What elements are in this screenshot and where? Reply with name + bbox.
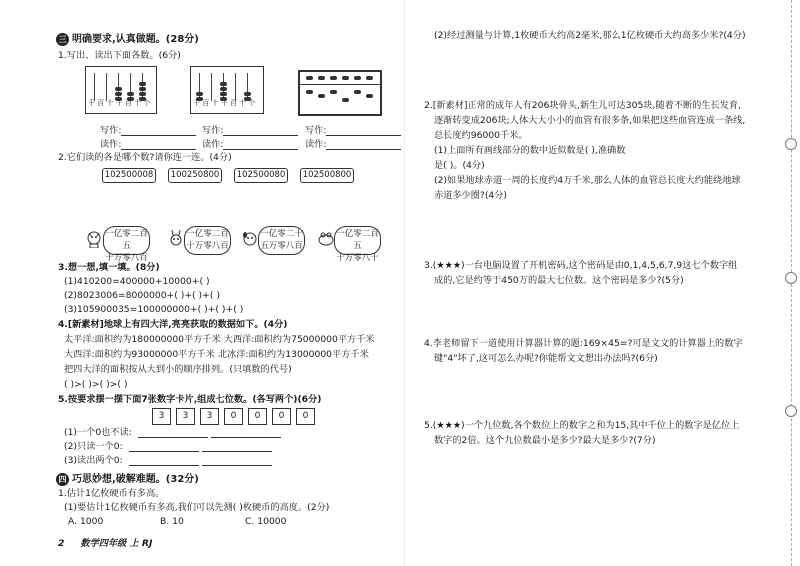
abacus-2-labels: 千 百 十 千 百 十 个 xyxy=(193,99,256,107)
rabbit-icon xyxy=(168,230,184,248)
reading-bubble[interactable]: 一亿零二百五 十万零八十 xyxy=(334,226,381,255)
right-q5-line: 5.(★★★)一个九位数,各个数位上的数字之和为15,其中千位上的数字是亿位上 xyxy=(424,420,740,431)
write-row-2: 写作: xyxy=(202,125,298,136)
abacus-3 xyxy=(298,70,382,116)
digit-card[interactable]: 0 xyxy=(296,408,315,425)
q5-line: (1)一个0也不读: xyxy=(64,427,281,438)
reading-bubble[interactable]: 一亿零二百 十万零八百 xyxy=(184,226,231,255)
number-box[interactable]: 102500800 xyxy=(300,168,354,183)
option-b[interactable]: B. 10 xyxy=(160,516,184,527)
digit-card[interactable]: 0 xyxy=(248,408,267,425)
read-row-1: 读作: xyxy=(100,139,196,150)
question-1: 1.写出、读出下面各数。(6分) xyxy=(58,50,181,61)
q4-line: 大西洋:面积约为93000000平方千米 北冰洋:面积约为13000000平方千米 xyxy=(64,349,369,360)
q4-line: 太平洋:面积约为180000000平方千米 大西洋:面积约为75000000平方千米 xyxy=(64,334,375,345)
right-q2-line: 赤道多少圈?(4分) xyxy=(434,190,508,201)
q4-line: ( )>( )>( )>( ) xyxy=(64,379,128,390)
write-row-1: 写作: xyxy=(100,125,196,136)
binding-hole-icon xyxy=(785,405,797,417)
q5-line: (2)只读一个0: xyxy=(64,441,272,452)
section-3-title: 明确要求,认真做题。(28分) xyxy=(72,34,199,45)
right-q2-line: (1)上面所有画线部分的数中近似数是( ),准确数 xyxy=(434,145,626,156)
question-3: 3.想一想,填一填。(8分) xyxy=(58,262,160,273)
number-box[interactable]: 102500080 xyxy=(234,168,288,183)
page-gutter xyxy=(404,0,405,566)
q3-line: (3)105900035=100000000+( )+( )+( ) xyxy=(64,304,244,315)
section-3-heading xyxy=(56,30,199,46)
page-footer: 2 数学四年级 上 RJ xyxy=(58,538,153,549)
option-a[interactable]: A. 1000 xyxy=(68,516,104,527)
binding-hole-icon xyxy=(785,272,797,284)
section-4-title: 巧思妙想,破解难题。(32分) xyxy=(72,474,199,485)
right-q4-line: 4.李老师留下一道使用计算器计算的题:169×45=?可是文文的计算器上的数字 xyxy=(424,338,743,349)
option-c[interactable]: C. 10000 xyxy=(245,516,287,527)
read-row-3: 读作: xyxy=(305,139,401,150)
section-4-badge: 四 xyxy=(56,473,69,486)
question-5: 5.按要求摆一摆下面7张数字卡片,组成七位数。(各写两个)(6分) xyxy=(58,394,322,405)
q3-line: (2)8023006=8000000+( )+( )+( ) xyxy=(64,290,220,301)
right-q4-line: 键"4"坏了,这可怎么办呢?你能帮文文想出办法吗?(6分) xyxy=(434,353,658,364)
right-q2-line: 总长度约96000千米。 xyxy=(434,130,528,141)
number-box[interactable]: 102500008 xyxy=(102,168,156,183)
section-3-badge: 三 xyxy=(56,33,69,46)
right-q3-line: 3.(★★★)一台电脑设置了开机密码,这个密码是由0,1,4,5,6,7,9这七个数字组 xyxy=(424,260,738,271)
question-4: 4.[新素材]地球上有四大洋,亮亮获取的数据如下。(4分) xyxy=(58,319,288,330)
section-4-heading xyxy=(56,470,199,486)
question-6: 1.估计1亿枚硬币有多高。 xyxy=(58,488,165,499)
right-q2-line: 逐渐转变成206块;人体大大小小的血管有很多条,如果把这些血管连成一条线, xyxy=(434,115,746,126)
q6-sub: (1)要估计1亿枚硬币有多高,我们可以先测( )枚硬币的高度。(2分) xyxy=(64,502,330,513)
reading-bubble[interactable]: 一亿零二十 五万零八百 xyxy=(258,226,305,255)
q4-line: 把四大洋的面积按从大到小的顺序排列。(只填数的代号) xyxy=(64,364,292,375)
right-q1-part2: (2)经过测量与计算,1枚硬币大约高2毫米,那么1亿枚硬币大约高多少米?(4分) xyxy=(434,30,746,41)
abacus-1-labels: 千 百 十 千 百 十 个 xyxy=(88,99,151,107)
write-row-3: 写作: xyxy=(305,125,401,136)
digit-card[interactable]: 3 xyxy=(176,408,195,425)
right-q3-line: 成的,它是约等于450万的最大七位数。这个密码是多少?(5分) xyxy=(434,275,684,286)
binding-hole-icon xyxy=(785,138,797,150)
digit-card[interactable]: 3 xyxy=(152,408,171,425)
question-2: 2.它们读的各是哪个数?请你连一连。(4分) xyxy=(58,152,232,163)
digit-card[interactable]: 3 xyxy=(200,408,219,425)
right-q2-line: 2.[新素材]正常的成年人有206块骨头,新生儿可达305块,随着不断的生长发育, xyxy=(424,100,742,111)
cat-icon xyxy=(86,230,102,248)
right-q2-line: (2)如果地球赤道一周的长度约4万千米,那么人体的血管总长度大约能绕地球 xyxy=(434,175,741,186)
q3-line: (1)410200=400000+10000+( ) xyxy=(64,276,210,287)
dog-icon xyxy=(242,230,258,248)
read-row-2: 读作: xyxy=(202,139,298,150)
digit-card[interactable]: 0 xyxy=(224,408,243,425)
frog-icon xyxy=(318,230,334,248)
digit-card[interactable]: 0 xyxy=(272,408,291,425)
right-q5-line: 数字的2倍。这个九位数最小是多少?最大是多少?(7分) xyxy=(434,435,656,446)
number-box[interactable]: 100250800 xyxy=(168,168,222,183)
right-q2-line: 是( )。(4分) xyxy=(434,160,485,171)
reading-bubble[interactable]: 一亿零二百五 十万零八百 xyxy=(103,226,150,255)
q5-line: (3)读出两个0: xyxy=(64,455,272,466)
